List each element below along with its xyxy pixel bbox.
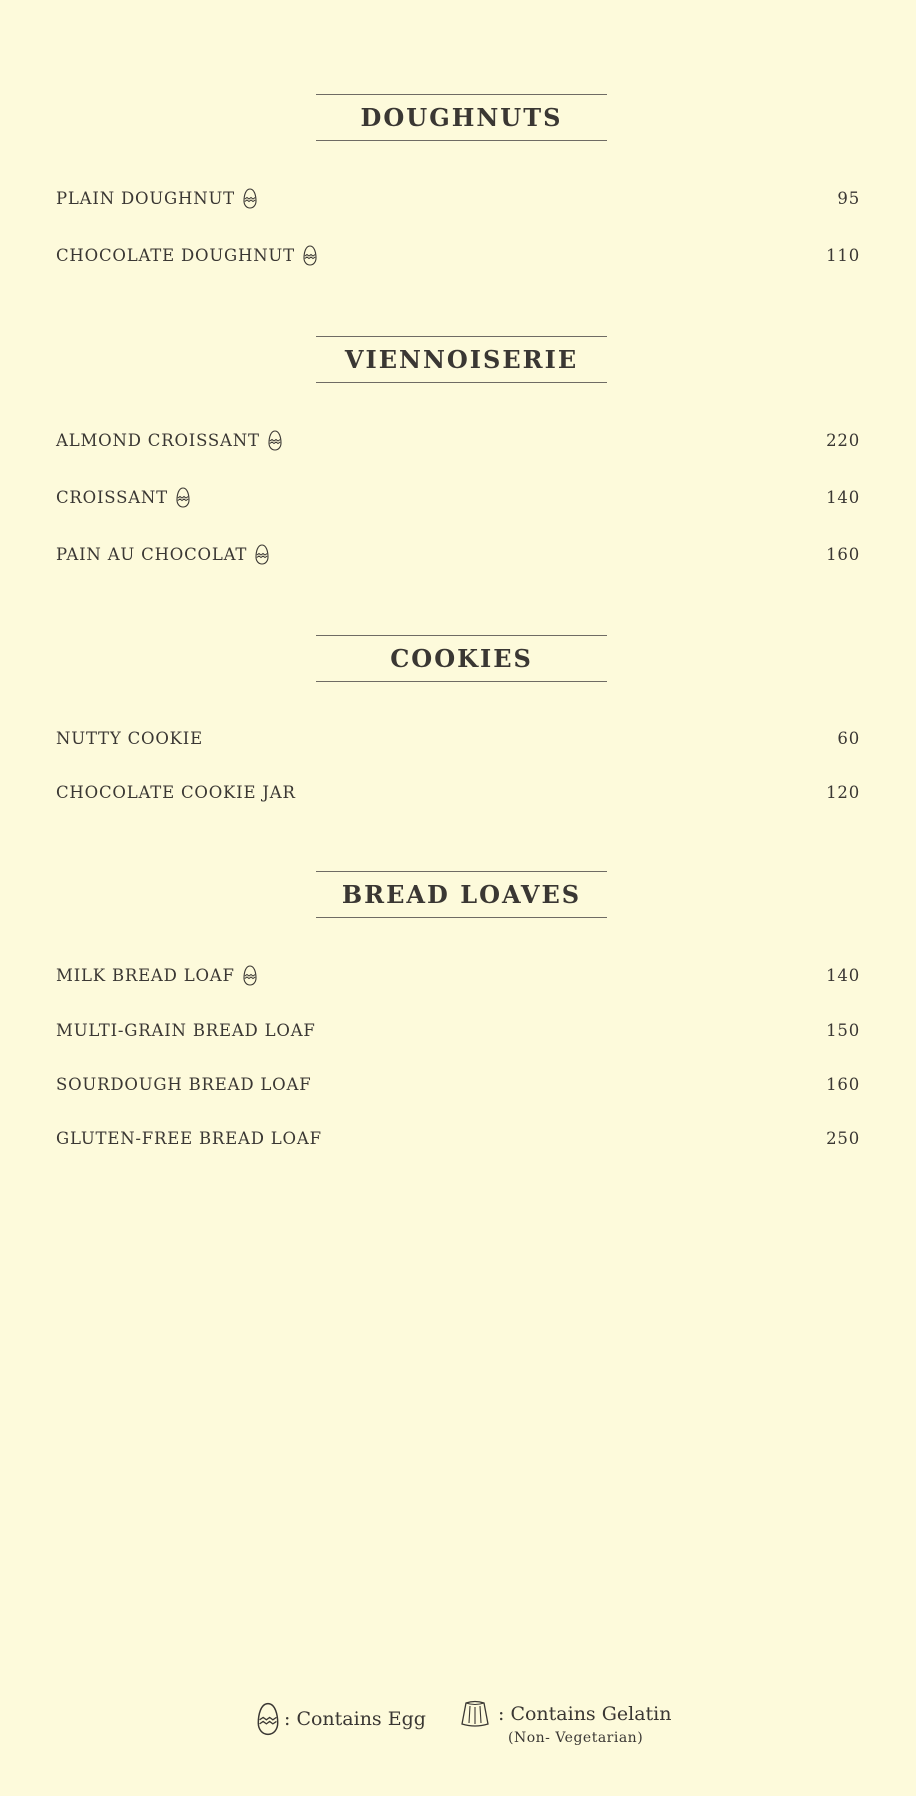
item-name: MULTI-GRAIN BREAD LOAF <box>56 1020 316 1040</box>
legend-egg-label: : Contains Egg <box>284 1708 426 1730</box>
menu-item-sourdough-bread-loaf <box>56 1072 860 1096</box>
egg-icon <box>243 965 257 986</box>
menu-item-chocolate-doughnut <box>56 243 860 267</box>
egg-icon <box>243 188 257 209</box>
legend-egg <box>256 1702 426 1736</box>
menu-item-milk-bread-loaf <box>56 963 860 987</box>
egg-icon <box>176 487 190 508</box>
legend-gelatin <box>460 1700 672 1746</box>
item-price: 140 <box>826 965 860 985</box>
section-title-bread-loaves: BREAD LOAVES <box>316 871 607 918</box>
section-title-viennoiserie: VIENNOISERIE <box>316 336 607 383</box>
legend-gelatin-label: : Contains Gelatin <box>498 1703 672 1725</box>
menu-item-pain-au-chocolat <box>56 542 860 566</box>
item-price: 150 <box>826 1020 860 1040</box>
item-name: NUTTY COOKIE <box>56 728 203 748</box>
menu-item-almond-croissant <box>56 428 860 452</box>
item-name: PAIN AU CHOCOLAT <box>56 544 248 564</box>
item-price: 140 <box>826 487 860 507</box>
menu-item-multi-grain-bread-loaf <box>56 1018 860 1042</box>
item-price: 60 <box>837 728 860 748</box>
item-name: MILK BREAD LOAF <box>56 965 235 985</box>
legend <box>0 1700 916 1760</box>
menu-item-chocolate-cookie-jar <box>56 780 860 804</box>
menu-item-plain-doughnut <box>56 186 860 210</box>
egg-icon <box>303 245 317 266</box>
item-name: GLUTEN-FREE BREAD LOAF <box>56 1128 322 1148</box>
item-name: PLAIN DOUGHNUT <box>56 188 235 208</box>
gelatin-icon <box>460 1700 490 1728</box>
egg-icon <box>255 544 269 565</box>
item-price: 160 <box>826 544 860 564</box>
menu-item-gluten-free-bread-loaf <box>56 1126 860 1150</box>
menu-item-nutty-cookie <box>56 726 860 750</box>
legend-gelatin-note: (Non- Vegetarian) <box>508 1730 644 1746</box>
item-name: ALMOND CROISSANT <box>56 430 260 450</box>
item-price: 110 <box>826 245 860 265</box>
item-name: SOURDOUGH BREAD LOAF <box>56 1074 312 1094</box>
item-price: 95 <box>837 188 860 208</box>
item-name: CHOCOLATE DOUGHNUT <box>56 245 295 265</box>
menu-item-croissant <box>56 485 860 509</box>
item-name: CHOCOLATE COOKIE JAR <box>56 782 296 802</box>
item-price: 160 <box>826 1074 860 1094</box>
section-title-cookies: COOKIES <box>316 635 607 682</box>
egg-icon <box>268 430 282 451</box>
item-price: 220 <box>826 430 860 450</box>
egg-icon <box>256 1702 280 1736</box>
section-title-doughnuts: DOUGHNUTS <box>316 94 607 141</box>
item-price: 120 <box>826 782 860 802</box>
item-name: CROISSANT <box>56 487 168 507</box>
item-price: 250 <box>826 1128 860 1148</box>
